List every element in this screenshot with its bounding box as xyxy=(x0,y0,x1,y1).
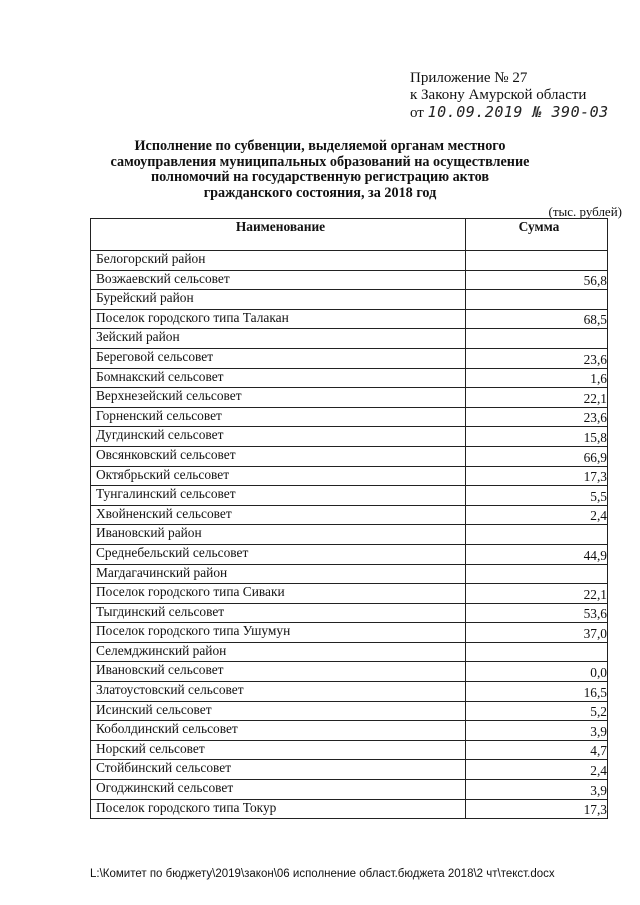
row-name: Белогорский район xyxy=(91,251,466,271)
units-label: (тыс. рублей) xyxy=(548,204,622,219)
row-sum: 5,5 xyxy=(466,486,608,506)
row-name: Селемджинский район xyxy=(91,642,466,662)
header-sum: Сумма xyxy=(466,219,608,251)
table-row xyxy=(91,466,608,486)
table-header-row xyxy=(91,219,608,251)
table-body xyxy=(91,251,608,819)
row-name: Возжаевский сельсовет xyxy=(91,270,466,290)
row-sum: 3,9 xyxy=(466,780,608,800)
row-name: Ивановский сельсовет xyxy=(91,662,466,682)
row-name: Златоустовский сельсовет xyxy=(91,682,466,702)
row-sum xyxy=(466,329,608,349)
row-name: Овсянковский сельсовет xyxy=(91,446,466,466)
appendix-handwritten-date: 10.09.2019 № 390-03 xyxy=(427,103,609,121)
appendix-date-prefix: от xyxy=(410,105,424,121)
row-sum xyxy=(466,564,608,584)
row-name: Огоджинский сельсовет xyxy=(91,780,466,800)
table-row xyxy=(91,251,608,271)
appendix-number: Приложение № 27 xyxy=(410,70,528,86)
table-row xyxy=(91,564,608,584)
row-name: Октябрьский сельсовет xyxy=(91,466,466,486)
table-row xyxy=(91,662,608,682)
table-row xyxy=(91,682,608,702)
table-row xyxy=(91,309,608,329)
table-row xyxy=(91,760,608,780)
table-row xyxy=(91,368,608,388)
row-name: Зейский район xyxy=(91,329,466,349)
row-name: Бомнакский сельсовет xyxy=(91,368,466,388)
row-name: Поселок городского типа Ушумун xyxy=(91,623,466,643)
row-sum: 16,5 xyxy=(466,682,608,702)
table-row xyxy=(91,740,608,760)
row-name: Коболдинский сельсовет xyxy=(91,721,466,741)
appendix-law: к Закону Амурской области xyxy=(410,87,587,103)
row-name: Среднебельский сельсовет xyxy=(91,544,466,564)
table-row xyxy=(91,486,608,506)
row-name: Ивановский район xyxy=(91,525,466,545)
row-name: Дугдинский сельсовет xyxy=(91,427,466,447)
table-row xyxy=(91,446,608,466)
row-sum: 4,7 xyxy=(466,740,608,760)
execution-table xyxy=(90,218,608,819)
table-row xyxy=(91,407,608,427)
table-row xyxy=(91,701,608,721)
table-row xyxy=(91,505,608,525)
table-row xyxy=(91,525,608,545)
row-sum: 23,6 xyxy=(466,348,608,368)
table-row xyxy=(91,799,608,819)
row-sum: 1,6 xyxy=(466,368,608,388)
row-sum: 22,1 xyxy=(466,388,608,408)
row-sum: 0,0 xyxy=(466,662,608,682)
table-row xyxy=(91,329,608,349)
table-row xyxy=(91,544,608,564)
document-title: Исполнение по субвенции, выделяемой органам местного самоуправления муниципальных образований на осуществление полномочий на государственную регистрацию актов гражданского состояния, за 2018 год xyxy=(110,138,530,201)
row-name: Норский сельсовет xyxy=(91,740,466,760)
table-row xyxy=(91,603,608,623)
row-sum: 56,8 xyxy=(466,270,608,290)
row-sum: 68,5 xyxy=(466,309,608,329)
row-name: Магдагачинский район xyxy=(91,564,466,584)
table-row xyxy=(91,642,608,662)
row-sum: 66,9 xyxy=(466,446,608,466)
row-name: Горненский сельсовет xyxy=(91,407,466,427)
appendix-header xyxy=(410,70,609,122)
file-path-footer: L:\Комитет по бюджету\2019\закон\06 исполнение област.бюджета 2018\2 чт\текст.docx xyxy=(90,868,555,880)
row-sum xyxy=(466,642,608,662)
table-row xyxy=(91,623,608,643)
row-sum xyxy=(466,525,608,545)
row-sum: 44,9 xyxy=(466,544,608,564)
row-sum: 23,6 xyxy=(466,407,608,427)
row-sum: 5,2 xyxy=(466,701,608,721)
row-name: Стойбинский сельсовет xyxy=(91,760,466,780)
table-row xyxy=(91,290,608,310)
row-name: Поселок городского типа Токур xyxy=(91,799,466,819)
row-sum: 17,3 xyxy=(466,466,608,486)
row-name: Верхнезейский сельсовет xyxy=(91,388,466,408)
row-sum: 17,3 xyxy=(466,799,608,819)
table-row xyxy=(91,427,608,447)
row-sum: 37,0 xyxy=(466,623,608,643)
row-sum: 22,1 xyxy=(466,584,608,604)
row-name: Береговой сельсовет xyxy=(91,348,466,368)
row-sum: 15,8 xyxy=(466,427,608,447)
row-sum: 2,4 xyxy=(466,760,608,780)
table-row xyxy=(91,270,608,290)
row-sum xyxy=(466,251,608,271)
table-row xyxy=(91,721,608,741)
header-name: Наименование xyxy=(91,219,466,251)
row-name: Бурейский район xyxy=(91,290,466,310)
appendix-date-line xyxy=(410,104,609,122)
table-row xyxy=(91,348,608,368)
row-name: Исинский сельсовет xyxy=(91,701,466,721)
table-row xyxy=(91,388,608,408)
row-name: Хвойненский сельсовет xyxy=(91,505,466,525)
row-sum: 3,9 xyxy=(466,721,608,741)
row-name: Тунгалинский сельсовет xyxy=(91,486,466,506)
row-sum: 2,4 xyxy=(466,505,608,525)
row-sum: 53,6 xyxy=(466,603,608,623)
row-name: Тыгдинский сельсовет xyxy=(91,603,466,623)
row-sum xyxy=(466,290,608,310)
row-name: Поселок городского типа Сиваки xyxy=(91,584,466,604)
table-row xyxy=(91,584,608,604)
row-name: Поселок городского типа Талакан xyxy=(91,309,466,329)
table-row xyxy=(91,780,608,800)
